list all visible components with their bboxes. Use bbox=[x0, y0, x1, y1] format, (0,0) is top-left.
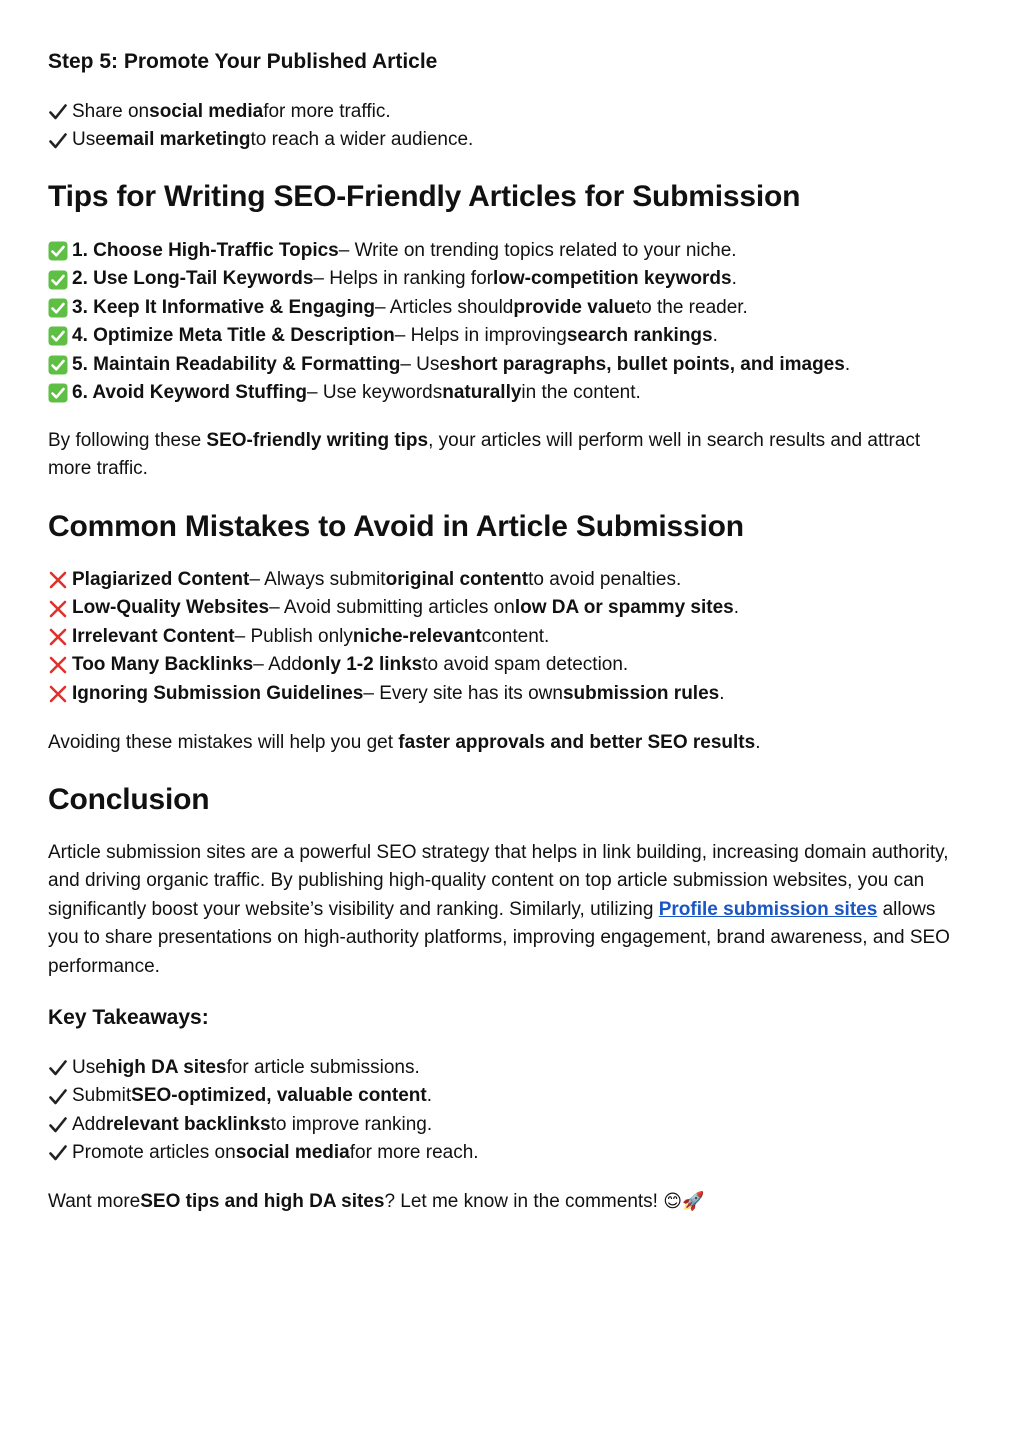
takeaways-list bbox=[48, 1054, 479, 1168]
closing-text: ? Let me know in the comments! bbox=[384, 1191, 664, 1212]
closing-line bbox=[48, 1188, 704, 1216]
item-bold: relevant backlinks bbox=[105, 1113, 271, 1135]
red-cross-icon bbox=[48, 655, 68, 675]
list-item bbox=[48, 651, 739, 679]
conclusion-section bbox=[48, 781, 209, 819]
item-title: Plagiarized Content bbox=[72, 569, 250, 590]
item-text: . bbox=[719, 682, 725, 704]
item-text: to the reader. bbox=[635, 296, 748, 318]
list-item bbox=[48, 566, 739, 594]
conclusion-text: Article submission sites are a powerful SEO strategy that helps in link building, increasing domain authority, and driving organic traffic. By publishing high-quality content on top article submission websites, you can significantly boost your website’s visibility and ranking. Similarly, utilizing bbox=[48, 842, 949, 920]
item-text: in the content. bbox=[521, 382, 641, 404]
list-item bbox=[48, 322, 850, 350]
item-text: to avoid penalties. bbox=[528, 569, 682, 590]
item-bold: submission rules bbox=[562, 682, 720, 704]
item-text: . bbox=[733, 597, 740, 619]
tips-summary bbox=[48, 427, 948, 484]
item-text: to avoid spam detection. bbox=[422, 654, 629, 676]
tips-section bbox=[48, 178, 800, 216]
item-title: 3. Keep It Informative & Engaging bbox=[72, 296, 375, 318]
summary-text: By following these bbox=[48, 430, 207, 451]
summary-text: Avoiding these mistakes will help you get bbox=[48, 732, 399, 753]
profile-submission-sites-link[interactable]: Profile submission sites bbox=[658, 898, 878, 920]
item-bold: naturally bbox=[442, 382, 522, 404]
item-bold: original content bbox=[385, 569, 529, 590]
item-text: – Write on trending topics related to your niche. bbox=[338, 240, 737, 261]
list-item bbox=[48, 1054, 479, 1082]
item-text: Use bbox=[72, 1057, 106, 1078]
list-item bbox=[48, 594, 739, 622]
item-title: 1. Choose High-Traffic Topics bbox=[72, 240, 339, 261]
item-text: Use bbox=[72, 129, 106, 151]
green-check-box-icon bbox=[48, 383, 68, 403]
item-text: – Publish only bbox=[234, 625, 353, 647]
item-bold: SEO-optimized, valuable content bbox=[131, 1085, 427, 1107]
red-cross-icon bbox=[48, 684, 68, 704]
item-text: for more reach. bbox=[349, 1142, 479, 1164]
conclusion-heading: Conclusion bbox=[48, 783, 210, 816]
item-text: Promote articles on bbox=[72, 1142, 236, 1164]
list-item bbox=[48, 126, 473, 154]
item-bold: low-competition keywords bbox=[492, 268, 732, 290]
list-item bbox=[48, 294, 850, 322]
item-title: 5. Maintain Readability & Formatting bbox=[72, 353, 401, 375]
list-item bbox=[48, 351, 850, 379]
item-title: Low-Quality Websites bbox=[72, 597, 270, 619]
summary-bold: SEO-friendly writing tips bbox=[206, 430, 429, 451]
item-text: Submit bbox=[72, 1085, 132, 1107]
mistakes-section bbox=[48, 508, 744, 546]
item-text: – Use bbox=[400, 353, 450, 375]
item-title: Irrelevant Content bbox=[72, 625, 235, 647]
check-mark-icon bbox=[48, 1115, 68, 1135]
conclusion-text: allows you to share presentations on high-authority platforms, improving engagement, brand awareness, and SEO performance. bbox=[48, 898, 950, 977]
list-item bbox=[48, 98, 473, 126]
list-item bbox=[48, 379, 850, 407]
item-text: for more traffic. bbox=[263, 101, 391, 122]
item-text: . bbox=[712, 325, 718, 347]
green-check-box-icon bbox=[48, 270, 68, 290]
item-text: – Avoid submitting articles on bbox=[269, 597, 515, 619]
takeaways-section bbox=[48, 1004, 209, 1032]
item-text: content. bbox=[481, 625, 550, 647]
item-text: – Use keywords bbox=[307, 382, 443, 404]
list-item bbox=[48, 1082, 479, 1110]
closing-text: Want more bbox=[48, 1191, 141, 1212]
item-title: 6. Avoid Keyword Stuffing bbox=[72, 382, 308, 404]
item-bold: low DA or spammy sites bbox=[514, 597, 734, 619]
item-bold: social media bbox=[149, 101, 264, 122]
step5-heading: Step 5: Promote Your Published Article bbox=[48, 50, 438, 73]
item-title: Ignoring Submission Guidelines bbox=[72, 682, 364, 704]
summary-text: , your articles will perform well in search results and attract more traffic. bbox=[48, 430, 921, 480]
mistakes-heading: Common Mistakes to Avoid in Article Submission bbox=[48, 510, 744, 543]
green-check-box-icon bbox=[48, 326, 68, 346]
item-title: Too Many Backlinks bbox=[72, 654, 254, 676]
list-item bbox=[48, 623, 739, 651]
check-mark-icon bbox=[48, 102, 68, 122]
item-text: . bbox=[426, 1085, 433, 1107]
list-item bbox=[48, 1139, 479, 1167]
tips-heading: Tips for Writing SEO-Friendly Articles for Submission bbox=[48, 180, 801, 213]
red-cross-icon bbox=[48, 570, 68, 590]
green-check-box-icon bbox=[48, 298, 68, 318]
check-mark-icon bbox=[48, 131, 68, 151]
list-item bbox=[48, 237, 850, 265]
closing-bold: SEO tips and high DA sites bbox=[140, 1191, 385, 1212]
summary-bold: faster approvals and better SEO results bbox=[398, 732, 756, 753]
item-bold: high DA sites bbox=[105, 1057, 227, 1078]
item-text: to improve ranking. bbox=[270, 1113, 433, 1135]
green-check-box-icon bbox=[48, 241, 68, 261]
item-text: – Every site has its own bbox=[363, 682, 563, 704]
item-title: 4. Optimize Meta Title & Description bbox=[72, 325, 395, 347]
summary-text: . bbox=[755, 732, 761, 753]
list-item bbox=[48, 265, 850, 293]
item-bold: niche-relevant bbox=[352, 625, 482, 647]
item-text: . bbox=[844, 353, 851, 375]
step5-list bbox=[48, 98, 473, 155]
item-bold: search rankings bbox=[566, 325, 713, 347]
check-mark-icon bbox=[48, 1087, 68, 1107]
item-text: – Add bbox=[253, 654, 302, 676]
item-text: – Articles should bbox=[375, 296, 514, 318]
list-item bbox=[48, 1111, 479, 1139]
check-mark-icon bbox=[48, 1143, 68, 1163]
item-bold: only 1-2 links bbox=[301, 654, 423, 676]
tips-list bbox=[48, 237, 850, 407]
mistakes-list bbox=[48, 566, 739, 708]
red-cross-icon bbox=[48, 627, 68, 647]
green-check-box-icon bbox=[48, 355, 68, 375]
conclusion-paragraph bbox=[48, 839, 953, 981]
red-cross-icon bbox=[48, 599, 68, 619]
item-text: to reach a wider audience. bbox=[250, 129, 474, 151]
item-bold: email marketing bbox=[105, 129, 251, 151]
mistakes-summary bbox=[48, 729, 948, 757]
item-text: for article submissions. bbox=[226, 1057, 420, 1078]
check-mark-icon bbox=[48, 1058, 68, 1078]
step5-section bbox=[48, 48, 437, 76]
takeaways-heading: Key Takeaways: bbox=[48, 1006, 209, 1029]
item-text: – Always submit bbox=[249, 569, 386, 590]
item-text: . bbox=[731, 268, 737, 290]
smile-rocket-emoji-icon: 😊🚀 bbox=[663, 1191, 705, 1212]
item-bold: provide value bbox=[513, 296, 636, 318]
item-bold: short paragraphs, bullet points, and images bbox=[449, 353, 845, 375]
item-text: Add bbox=[72, 1113, 106, 1135]
item-bold: social media bbox=[235, 1142, 350, 1164]
item-title: 2. Use Long-Tail Keywords bbox=[72, 268, 314, 290]
item-text: – Helps in improving bbox=[394, 325, 567, 347]
item-text: Share on bbox=[72, 101, 150, 122]
list-item bbox=[48, 680, 739, 708]
item-text: – Helps in ranking for bbox=[313, 268, 493, 290]
